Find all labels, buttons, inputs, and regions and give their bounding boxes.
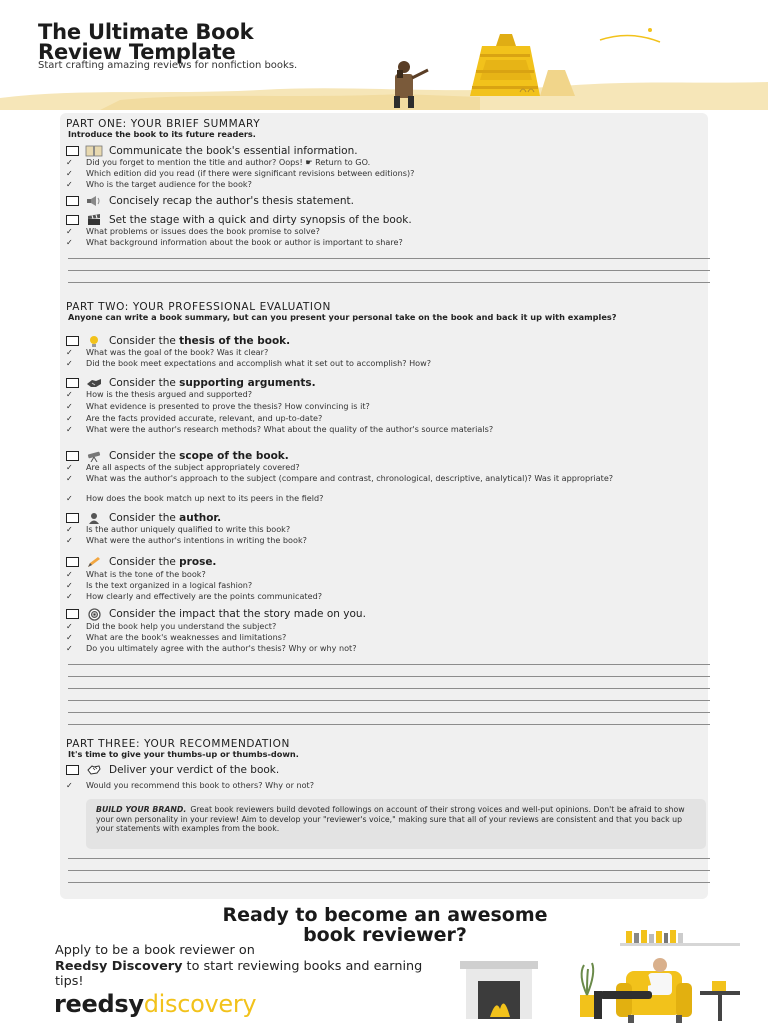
- task-label: Consider the author.: [109, 512, 222, 524]
- page-subtitle: Start crafting amazing reviews for nonfiction books.: [38, 60, 298, 71]
- part-one-heading: PART ONE: YOUR BRIEF SUMMARY: [66, 118, 261, 130]
- question-item: ✓ Do you ultimately agree with the author's thesis? Why or why not?: [66, 643, 357, 653]
- check-icon: ✓: [66, 633, 73, 642]
- page-header: [0, 0, 768, 110]
- question-item: ✓ What was the author's approach to the subject (compare and contrast, chronological, descriptive, analytical)? Was it appropriate?: [66, 473, 614, 483]
- question-item: ✓ Is the author uniquely qualified to write this book?: [66, 524, 291, 534]
- speaker-icon: [83, 195, 105, 207]
- task-arguments[interactable]: [66, 376, 316, 390]
- check-icon: ✓: [66, 570, 73, 579]
- checkbox[interactable]: [66, 609, 79, 619]
- reedsy-discovery-logo[interactable]: reedsydiscovery: [54, 990, 257, 1018]
- task-label: Consider the impact that the story made on you.: [109, 608, 366, 620]
- checkbox[interactable]: [66, 557, 79, 567]
- writing-line: [68, 258, 710, 259]
- question-item: ✓ Are all aspects of the subject appropriately covered?: [66, 462, 300, 472]
- question-item: ✓ Would you recommend this book to others? Why or not?: [66, 780, 315, 790]
- check-icon: ✓: [66, 390, 73, 399]
- question-item: ✓ Did the book help you understand the subject?: [66, 621, 277, 631]
- task-author[interactable]: [66, 511, 221, 525]
- question-item: ✓ How does the book match up next to its peers in the field?: [66, 493, 324, 503]
- cta-body: Apply to be a book reviewer on Reedsy Discovery to start reviewing books and earning tips!: [55, 943, 423, 989]
- question-item: ✓ Did the book meet expectations and accomplish what it set out to accomplish? How?: [66, 358, 432, 368]
- part-three-heading: PART THREE: YOUR RECOMMENDATION: [66, 738, 290, 750]
- question-item: ✓ Who is the target audience for the book?: [66, 179, 252, 189]
- check-icon: ✓: [66, 644, 73, 653]
- task-impact[interactable]: [66, 607, 366, 621]
- task-label: Consider the thesis of the book.: [109, 335, 291, 347]
- lightbulb-icon: [83, 335, 105, 347]
- question-item: ✓ How clearly and effectively are the points communicated?: [66, 591, 323, 601]
- check-icon: ✓: [66, 414, 73, 423]
- question-item: ✓ Are the facts provided accurate, relevant, and up-to-date?: [66, 413, 323, 423]
- writing-line: [68, 270, 710, 271]
- task-label: Concisely recap the author's thesis statement.: [109, 195, 354, 207]
- reading-room-illustration: [450, 925, 750, 1024]
- part-one-intro: Introduce the book to its future readers.: [68, 129, 256, 139]
- task-label: Consider the scope of the book.: [109, 450, 289, 462]
- page-title: [38, 22, 253, 62]
- question-item: ✓ What was the goal of the book? Was it clear?: [66, 347, 269, 357]
- part-two-intro: Anyone can write a book summary, but can you present your personal take on the book and back it up with examples?: [68, 312, 617, 322]
- task-label: Set the stage with a quick and dirty synopsis of the book.: [109, 214, 412, 226]
- task-recap-thesis[interactable]: [66, 194, 354, 208]
- writing-line: [68, 712, 710, 713]
- checkbox[interactable]: [66, 196, 79, 206]
- telescope-icon: [83, 450, 105, 462]
- build-your-brand-callout: [86, 799, 706, 849]
- task-label: Consider the supporting arguments.: [109, 377, 316, 389]
- check-icon: ✓: [66, 180, 73, 189]
- check-icon: ✓: [66, 169, 73, 178]
- check-icon: ✓: [66, 622, 73, 631]
- task-essential-info[interactable]: [66, 144, 358, 158]
- target-icon: [83, 608, 105, 620]
- checkbox[interactable]: [66, 513, 79, 523]
- writing-line: [68, 688, 710, 689]
- checkbox[interactable]: [66, 378, 79, 388]
- writing-line: [68, 882, 710, 883]
- check-icon: ✓: [66, 359, 73, 368]
- check-icon: ✓: [66, 348, 73, 357]
- question-item: ✓ Did you forget to mention the title and author? Oops! ☛ Return to GO.: [66, 157, 371, 167]
- callout-text: Great book reviewers build devoted followings on account of their strong voices and well-put opinions. Don't be afraid to show your own personality in your review! Aim to develop your "reviewer's voice," making sure that all of your reviews are consistent and that you back up your statements with examples from the book.: [96, 805, 685, 833]
- task-label: Consider the prose.: [109, 556, 217, 568]
- writing-line: [68, 724, 710, 725]
- task-scope[interactable]: [66, 449, 289, 463]
- check-icon: ✓: [66, 592, 73, 601]
- question-item: ✓ What were the author's research methods? What about the quality of the author's source materials?: [66, 424, 494, 434]
- writing-line: [68, 282, 710, 283]
- part-three-intro: It's time to give your thumbs-up or thumbs-down.: [68, 749, 299, 759]
- writing-line: [68, 870, 710, 871]
- check-icon: ✓: [66, 525, 73, 534]
- check-icon: ✓: [66, 536, 73, 545]
- question-item: ✓ What background information about the book or author is important to share?: [66, 237, 403, 247]
- task-verdict[interactable]: [66, 763, 279, 777]
- cta-heading: Ready to become an awesome book reviewer?: [222, 904, 548, 946]
- task-synopsis[interactable]: [66, 213, 412, 227]
- checkbox[interactable]: [66, 765, 79, 775]
- check-icon: ✓: [66, 463, 73, 472]
- title-line-2: Review Template: [38, 40, 236, 64]
- part-two-heading: PART TWO: YOUR PROFESSIONAL EVALUATION: [66, 301, 331, 313]
- writing-line: [68, 664, 710, 665]
- check-icon: ✓: [66, 238, 73, 247]
- writing-line: [68, 676, 710, 677]
- question-item: ✓ How is the thesis argued and supported?: [66, 389, 253, 399]
- check-icon: ✓: [66, 425, 73, 434]
- check-icon: ✓: [66, 781, 73, 790]
- task-label: Communicate the book's essential information.: [109, 145, 358, 157]
- handshake-icon: [83, 377, 105, 389]
- checkbox[interactable]: [66, 336, 79, 346]
- question-item: ✓ What are the book's weaknesses and limitations?: [66, 632, 287, 642]
- writing-line: [68, 858, 710, 859]
- task-label: Deliver your verdict of the book.: [109, 764, 280, 776]
- callout-lead: BUILD YOUR BRAND.: [96, 805, 187, 814]
- question-item: ✓ What were the author's intentions in writing the book?: [66, 535, 307, 545]
- check-icon: ✓: [66, 474, 73, 483]
- checkbox[interactable]: [66, 146, 79, 156]
- check-icon: ✓: [66, 581, 73, 590]
- reedsy-discovery-link[interactable]: Reedsy Discovery: [55, 958, 183, 974]
- clapperboard-icon: [83, 214, 105, 226]
- title-line-1: The Ultimate Book: [38, 20, 254, 44]
- task-thesis[interactable]: [66, 334, 290, 348]
- writing-line: [68, 700, 710, 701]
- check-icon: ✓: [66, 227, 73, 236]
- checkbox[interactable]: [66, 451, 79, 461]
- question-item: ✓ Is the text organized in a logical fashion?: [66, 580, 253, 590]
- question-item: ✓ What is the tone of the book?: [66, 569, 206, 579]
- check-icon: ✓: [66, 494, 73, 503]
- book-icon: [83, 145, 105, 157]
- hand-icon: [83, 764, 105, 776]
- pencil-icon: [83, 556, 105, 568]
- question-item: ✓ Which edition did you read (if there were significant revisions between editions)?: [66, 168, 415, 178]
- check-icon: ✓: [66, 402, 73, 411]
- question-item: ✓ What problems or issues does the book promise to solve?: [66, 226, 320, 236]
- question-item: ✓ What evidence is presented to prove the thesis? How convincing is it?: [66, 401, 370, 411]
- check-icon: ✓: [66, 158, 73, 167]
- person-icon: [83, 512, 105, 524]
- task-prose[interactable]: [66, 555, 216, 569]
- checkbox[interactable]: [66, 215, 79, 225]
